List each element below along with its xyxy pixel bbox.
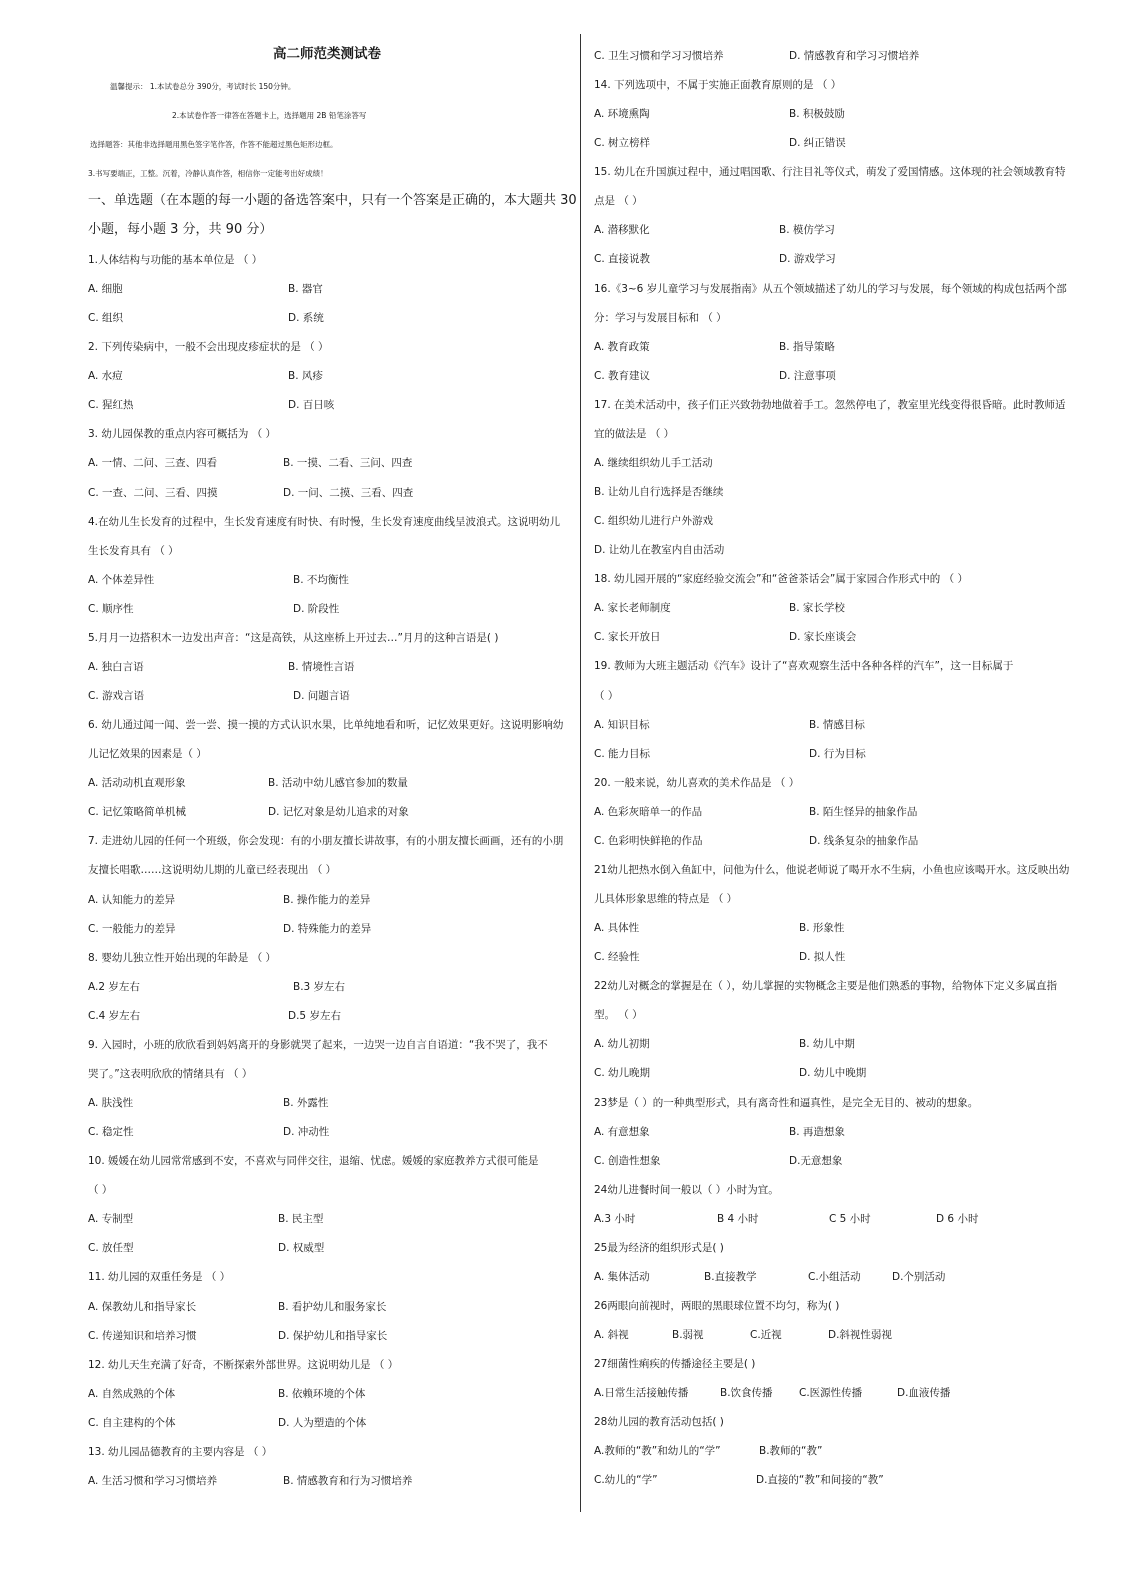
answer-option: D. 系统 (288, 312, 324, 325)
answer-option: B. 情感目标 (809, 718, 865, 731)
answer-option: C.医源性传播 (799, 1387, 863, 1400)
right-option-row (594, 601, 1074, 615)
answer-option: A. 教育政策 (594, 340, 650, 353)
answer-option: A. 潜移默化 (594, 224, 650, 237)
answer-option: B. 家长学校 (789, 602, 845, 615)
answer-option: D. 记忆对象是幼儿追求的对象 (268, 806, 409, 819)
right-option-row (594, 834, 1074, 848)
answer-option: C. 家长开放日 (594, 631, 661, 644)
right-option-row (594, 1473, 1074, 1487)
answer-option: C. 教育建议 (594, 369, 651, 382)
answer-option: A. 环境熏陶 (594, 108, 650, 121)
answer-option: D. 游戏学习 (779, 253, 836, 266)
right-question-line: 17. 在美术活动中，孩子们正兴致勃勃地做着手工。忽然停电了，教室里光线变得很昏暗。此时教师适 (594, 398, 1066, 411)
right-question-line: 分：学习与发展目标和 （ ） (594, 311, 727, 324)
answer-option: D. 幼儿中晚期 (799, 1067, 867, 1080)
left-option-row (88, 805, 568, 819)
notice-line: 温馨提示： 1.本试卷总分 390分，考试时长 150分钟。 (110, 82, 296, 91)
answer-option: B. 再造想象 (789, 1125, 845, 1138)
left-option-row (88, 282, 568, 296)
left-option-row (88, 1416, 568, 1430)
answer-option: A. 独白言语 (88, 660, 144, 673)
right-option-row (594, 1444, 1074, 1458)
answer-option: A.日常生活接触传播 (594, 1387, 689, 1400)
right-question-line: C. 组织幼儿进行户外游戏 (594, 515, 714, 528)
answer-option: A.3 小时 (594, 1212, 636, 1225)
left-option-row (88, 602, 568, 616)
left-option-row (88, 1474, 568, 1488)
answer-option: A. 家长老师制度 (594, 602, 671, 615)
answer-option: C.幼儿的“学” (594, 1474, 658, 1487)
answer-option: C. 自主建构的个体 (88, 1416, 176, 1429)
left-question-line: 生长发育具有 （ ） (88, 544, 179, 557)
right-option-row (594, 1066, 1074, 1080)
right-question-line: 19. 教师为大班主题活动《汽车》设计了“喜欢观察生活中各种各样的汽车”，这一目标属于 (594, 660, 1014, 673)
answer-option: D. 权威型 (278, 1242, 325, 1255)
right-option-row (594, 136, 1074, 150)
answer-option: A. 认知能力的差异 (88, 893, 176, 906)
answer-option: C. 一查、二问、三看、四摸 (88, 486, 218, 499)
answer-option: B. 陌生怪异的抽象作品 (809, 805, 918, 818)
answer-option: B. 看护幼儿和服务家长 (278, 1300, 387, 1313)
answer-option: C. 组织 (88, 312, 124, 325)
answer-option: C. 经验性 (594, 951, 640, 964)
answer-option: A. 色彩灰暗单一的作品 (594, 805, 703, 818)
right-question-line: 23梦是（ ）的一种典型形式，具有离奇性和逼真性，是完全无目的、被动的想象。 (594, 1096, 979, 1109)
right-option-row (594, 805, 1074, 819)
answer-option: B. 情境性言语 (288, 660, 355, 673)
answer-option: D.个别活动 (892, 1270, 946, 1283)
answer-option: A. 生活习惯和学习习惯培养 (88, 1474, 218, 1487)
answer-option: D. 阶段性 (293, 602, 340, 615)
answer-option: D. 行为目标 (809, 747, 866, 760)
answer-option: D. 百日咳 (288, 399, 335, 412)
page-title: 高二师范类测试卷 (273, 46, 381, 62)
answer-option: C.近视 (750, 1329, 782, 1342)
answer-option: D. 家长座谈会 (789, 631, 857, 644)
right-question-line: 儿具体形象思维的特点是 （ ） (594, 893, 738, 906)
left-option-row (88, 922, 568, 936)
right-option-row (594, 1270, 1074, 1284)
right-option-row (594, 950, 1074, 964)
left-option-row (88, 1387, 568, 1401)
answer-option: A. 活动动机直观形象 (88, 777, 186, 790)
answer-option: B.直接教学 (704, 1270, 757, 1283)
answer-option: C.小组活动 (808, 1270, 861, 1283)
left-question-line: 3. 幼儿园保教的重点内容可概括为 （ ） (88, 428, 277, 441)
answer-option: A. 专制型 (88, 1213, 134, 1226)
right-option-row (594, 921, 1074, 935)
answer-option: D. 问题言语 (293, 690, 350, 703)
left-question-line: 12. 幼儿天生充满了好奇，不断探索外部世界。这说明幼儿是 （ ） (88, 1358, 399, 1371)
answer-option: D. 情感教育和学习习惯培养 (789, 50, 920, 62)
left-question-line: 11. 幼儿园的双重任务是 （ ） (88, 1271, 231, 1284)
right-question-line: 24幼儿进餐时间一般以（ ）小时为宜。 (594, 1183, 779, 1196)
answer-option: D.斜视性弱视 (828, 1329, 892, 1342)
right-question-line: 22幼儿对概念的掌握是在（ ），幼儿掌握的实物概念主要是他们熟悉的事物，给物体下定义多属直指 (594, 980, 1057, 993)
left-option-row (88, 369, 568, 383)
answer-option: D. 拟人性 (799, 951, 846, 964)
answer-option: C. 能力目标 (594, 747, 651, 760)
left-question-line: 10. 媛媛在幼儿园常常感到不安，不喜欢与同伴交往，退缩、忧虑。媛媛的家庭教养方式很可能是 (88, 1155, 539, 1168)
answer-option: A. 幼儿初期 (594, 1038, 650, 1051)
left-option-row (88, 776, 568, 790)
right-option-row (594, 1154, 1074, 1168)
right-option-row (594, 223, 1074, 237)
answer-option: D.无意想象 (789, 1154, 843, 1167)
column-divider (580, 34, 581, 1512)
answer-option: D. 冲动性 (283, 1126, 330, 1139)
left-question-line: 13. 幼儿园品德教育的主要内容是 （ ） (88, 1445, 273, 1458)
right-question-line: 27细菌性痢疾的传播途径主要是( ) (594, 1358, 756, 1371)
right-question-line: 20. 一般来说，幼儿喜欢的美术作品是 （ ） (594, 776, 800, 789)
right-question-line: 18. 幼儿园开展的“家庭经验交流会”和“爸爸茶话会”属于家园合作形式中的 （ ） (594, 573, 968, 586)
answer-option: A. 知识目标 (594, 718, 650, 731)
answer-option: C. 直接说教 (594, 253, 651, 266)
left-question-line: 2. 下列传染病中，一般不会出现皮疹症状的是 （ ） (88, 341, 329, 354)
answer-option: C.4 岁左右 (88, 1009, 141, 1022)
answer-option: D. 特殊能力的差异 (283, 922, 372, 935)
answer-option: D. 一问、二摸、三看、四查 (283, 486, 414, 499)
answer-option: C. 稳定性 (88, 1126, 134, 1139)
left-question-line: 8. 婴幼儿独立性开始出现的年龄是 （ ） (88, 951, 277, 964)
answer-option: A. 一情、二问、三查、四看 (88, 457, 218, 470)
left-option-row (88, 573, 568, 587)
left-question-line: 1.人体结构与功能的基本单位是 （ ） (88, 254, 263, 266)
answer-option: A.2 岁左右 (88, 980, 140, 993)
left-option-row (88, 1241, 568, 1255)
answer-option: D. 纠正错误 (789, 137, 846, 150)
left-option-row (88, 398, 568, 412)
answer-option: B. 民主型 (278, 1213, 324, 1226)
answer-option: D. 注意事项 (779, 369, 836, 382)
answer-option: C. 传递知识和培养习惯 (88, 1329, 197, 1342)
answer-option: A. 水痘 (88, 370, 123, 383)
answer-option: B. 指导策略 (779, 340, 835, 353)
answer-option: D. 线条复杂的抽象作品 (809, 834, 919, 847)
left-option-row (88, 893, 568, 907)
answer-option: A. 肤浅性 (88, 1097, 134, 1110)
left-question-line: 4.在幼儿生长发育的过程中，生长发育速度有时快、有时慢，生长发育速度曲线呈波浪式。这说明幼儿 (88, 515, 561, 528)
left-question-line: 5.月月一边搭积木一边发出声音：“这是高铁，从这座桥上开过去…”月月的这种言语是( ) (88, 631, 499, 644)
answer-option: D 6 小时 (936, 1212, 979, 1225)
left-question-line: （ ） (88, 1184, 113, 1197)
answer-option: B. 风疹 (288, 370, 323, 383)
right-question-line: 26两眼向前视时，两眼的黑眼球位置不均匀，称为( ) (594, 1300, 840, 1312)
left-question-line: 友擅长唱歌……这说明幼儿期的儿童已经表现出 （ ） (88, 864, 337, 877)
answer-option: C. 一般能力的差异 (88, 922, 176, 935)
answer-option: A. 斜视 (594, 1329, 629, 1342)
section-heading: 一、单选题（在本题的每一小题的备选答案中，只有一个答案是正确的，本大题共 30 (88, 193, 577, 208)
answer-option: C. 色彩明快鲜艳的作品 (594, 834, 703, 847)
answer-option: B. 操作能力的差异 (283, 893, 371, 906)
left-option-row (88, 660, 568, 674)
answer-option: B. 形象性 (799, 922, 845, 935)
right-option-row (594, 1037, 1074, 1051)
answer-option: B.饮食传播 (720, 1387, 773, 1400)
answer-option: C. 创造性想象 (594, 1154, 661, 1167)
answer-option: B. 一摸、二看、三问、四查 (283, 457, 413, 470)
right-question-line: 28幼儿园的教育活动包括( ) (594, 1416, 724, 1429)
right-question-line: 15. 幼儿在升国旗过程中，通过唱国歌、行注目礼等仪式，萌发了爱国情感。这体现的社会领域教育特 (594, 166, 1066, 179)
answer-option: C. 记忆策略简单机械 (88, 806, 187, 819)
answer-option: B. 幼儿中期 (799, 1038, 855, 1051)
right-question-line: D. 让幼儿在教室内自由活动 (594, 544, 725, 557)
answer-option: C. 游戏言语 (88, 690, 145, 703)
answer-option: A.教师的“教”和幼儿的“学” (594, 1445, 721, 1458)
answer-option: B 4 小时 (717, 1212, 759, 1225)
answer-option: C. 放任型 (88, 1242, 134, 1255)
answer-option: C. 树立榜样 (594, 137, 651, 150)
answer-option: C. 幼儿晚期 (594, 1067, 651, 1080)
right-question-line: A. 继续组织幼儿手工活动 (594, 456, 713, 469)
answer-option: A. 集体活动 (594, 1270, 650, 1283)
answer-option: A. 个体差异性 (88, 573, 155, 586)
right-option-row (594, 1125, 1074, 1139)
answer-option: A. 自然成熟的个体 (88, 1387, 176, 1400)
left-option-row (88, 486, 568, 500)
left-option-row (88, 1096, 568, 1110)
answer-option: B.弱视 (672, 1329, 704, 1342)
left-option-row (88, 1212, 568, 1226)
answer-option: B.教师的“教” (759, 1445, 823, 1458)
left-option-row (88, 689, 568, 703)
right-option-row (594, 107, 1074, 121)
right-option-row (594, 252, 1074, 266)
answer-option: B. 器官 (288, 283, 323, 296)
right-question-line: （ ） (594, 689, 619, 702)
answer-option: A. 有意想象 (594, 1125, 650, 1138)
right-question-line: 14. 下列选项中，不属于实施正面教育原则的是 （ ） (594, 79, 842, 92)
left-option-row (88, 980, 568, 994)
section-heading: 小题，每小题 3 分，共 90 分） (88, 222, 273, 237)
right-question-line: 25最为经济的组织形式是( ) (594, 1241, 724, 1254)
answer-option: C. 卫生习惯和学习习惯培养 (594, 50, 724, 62)
answer-option: B. 不均衡性 (293, 573, 349, 586)
answer-option: B. 情感教育和行为习惯培养 (283, 1474, 413, 1487)
answer-option: D. 人为塑造的个体 (278, 1416, 367, 1429)
answer-option: C 5 小时 (829, 1212, 871, 1225)
right-question-line: 点是 （ ） (594, 195, 643, 208)
answer-option: D.血液传播 (897, 1387, 951, 1400)
answer-option: B. 活动中幼儿感官参加的数量 (268, 777, 408, 790)
right-option-row (594, 747, 1074, 761)
answer-option: B. 模仿学习 (779, 224, 835, 237)
right-option-row (594, 369, 1074, 383)
right-option-row (594, 1212, 1074, 1226)
right-question-line: B. 让幼儿自行选择是否继续 (594, 486, 724, 499)
answer-option: A. 细胞 (88, 283, 123, 296)
answer-option: A. 保教幼儿和指导家长 (88, 1300, 197, 1313)
right-option-row (594, 49, 1074, 63)
answer-option: B.3 岁左右 (293, 980, 346, 993)
right-question-line: 型。 （ ） (594, 1009, 643, 1022)
left-question-line: 哭了。”这表明欣欣的情绪具有 （ ） (88, 1067, 253, 1080)
answer-option: D. 保护幼儿和指导家长 (278, 1329, 388, 1342)
right-question-line: 16.《3~6 岁儿童学习与发展指南》从五个领域描述了幼儿的学习与发展，每个领域的构成包括两个部 (594, 282, 1067, 295)
answer-option: C. 猩红热 (88, 399, 134, 412)
answer-option: A. 具体性 (594, 922, 640, 935)
right-option-row (594, 630, 1074, 644)
left-question-line: 6. 幼儿通过闻一闻、尝一尝、摸一摸的方式认识水果，比单纯地看和听，记忆效果更好。这说明影响幼 (88, 719, 564, 732)
right-option-row (594, 1386, 1074, 1400)
left-option-row (88, 1300, 568, 1314)
right-option-row (594, 718, 1074, 732)
answer-option: D.5 岁左右 (288, 1009, 341, 1022)
right-question-line: 宜的做法是 （ ） (594, 427, 675, 440)
answer-option: C. 顺序性 (88, 602, 134, 615)
left-option-row (88, 1125, 568, 1139)
answer-option: B. 积极鼓励 (789, 108, 845, 121)
notice-line: 选择题答：其他非选择题用黑色签字笔作答，作答不能超过黑色矩形边框。 (90, 140, 338, 149)
left-option-row (88, 1009, 568, 1023)
notice-line: 2.本试卷作答一律答在答题卡上，选择题用 2B 铅笔涂答写 (172, 111, 367, 120)
right-option-row (594, 340, 1074, 354)
right-option-row (594, 1328, 1074, 1342)
left-option-row (88, 311, 568, 325)
left-option-row (88, 456, 568, 470)
left-question-line: 9. 入园时，小班的欣欣看到妈妈离开的身影就哭了起来，一边哭一边自言自语道：“我不哭了，我不 (88, 1038, 548, 1051)
notice-line: 3.书写要端正，工整。沉着，冷静认真作答，相信你一定能考出好成绩！ (88, 169, 328, 178)
left-option-row (88, 1329, 568, 1343)
right-question-line: 21幼儿把热水倒入鱼缸中，问他为什么，他说老师说了喝开水不生病，小鱼也应该喝开水。这反映出幼 (594, 863, 1070, 876)
answer-option: B. 外露性 (283, 1097, 329, 1110)
answer-option: D.直接的“教”和间接的“教” (756, 1474, 884, 1487)
left-question-line: 7. 走进幼儿园的任何一个班级，你会发现：有的小朋友擅长讲故事，有的小朋友擅长画画，还有的小朋 (88, 835, 564, 848)
left-question-line: 儿记忆效果的因素是（ ） (88, 748, 207, 761)
answer-option: B. 依赖环境的个体 (278, 1387, 366, 1400)
